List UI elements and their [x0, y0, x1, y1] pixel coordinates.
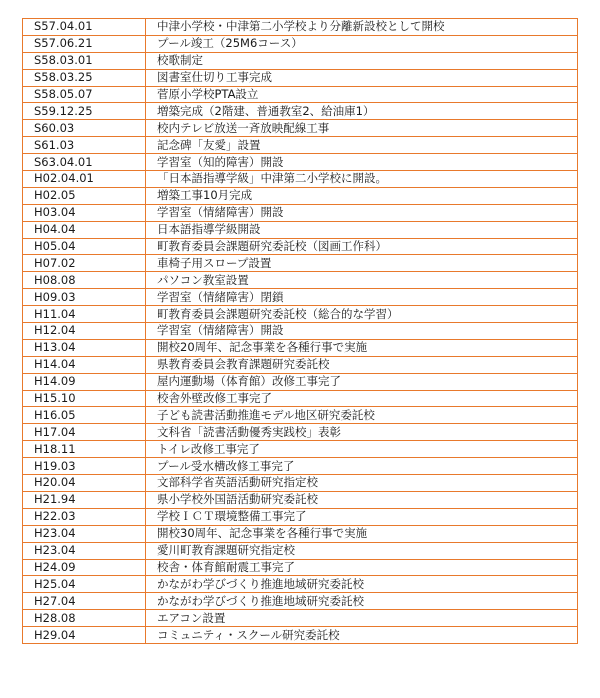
history-date: H07.02: [23, 255, 146, 272]
history-event: 文科省「読書活動優秀実践校」表彰: [146, 424, 578, 441]
history-date: H08.08: [23, 272, 146, 289]
history-event: 愛川町教育課題研究指定校: [146, 542, 578, 559]
history-event: かながわ学びづくり推進地域研究委託校: [146, 576, 578, 593]
history-event: トイレ改修工事完了: [146, 441, 578, 458]
history-date: H19.03: [23, 458, 146, 475]
table-row: [23, 542, 578, 559]
table-row: [23, 491, 578, 508]
history-date: H21.94: [23, 491, 146, 508]
history-event: 校舎・体育館耐震工事完了: [146, 559, 578, 576]
history-event: 文部科学省英語活動研究指定校: [146, 475, 578, 492]
history-event: 増築工事10月完成: [146, 187, 578, 204]
school-history-table: [22, 18, 578, 644]
table-row: [23, 323, 578, 340]
history-date: H20.04: [23, 475, 146, 492]
history-date: H22.03: [23, 508, 146, 525]
history-event: 菅原小学校PTA設立: [146, 86, 578, 103]
history-event: 開校30周年、記念事業を各種行事で実施: [146, 525, 578, 542]
history-date: H23.04: [23, 542, 146, 559]
table-row: [23, 576, 578, 593]
table-row: [23, 255, 578, 272]
table-row: [23, 525, 578, 542]
table-row: [23, 86, 578, 103]
history-date: H29.04: [23, 627, 146, 644]
history-event: 校舎外壁改修工事完了: [146, 390, 578, 407]
history-table-body: [23, 19, 578, 644]
history-event: 学校ＩＣＴ環境整備工事完了: [146, 508, 578, 525]
history-event: かながわ学びづくり推進地域研究委託校: [146, 593, 578, 610]
history-date: H24.09: [23, 559, 146, 576]
table-row: [23, 559, 578, 576]
history-event: 増築完成（2階建、普通教室2、給油庫1）: [146, 103, 578, 120]
history-event: 学習室（情緒障害）開設: [146, 323, 578, 340]
table-row: [23, 52, 578, 69]
history-date: S57.06.21: [23, 35, 146, 52]
history-date: H23.04: [23, 525, 146, 542]
history-date: S63.04.01: [23, 154, 146, 171]
history-date: S58.05.07: [23, 86, 146, 103]
history-date: H02.05: [23, 187, 146, 204]
table-row: [23, 221, 578, 238]
history-event: 校歌制定: [146, 52, 578, 69]
table-row: [23, 137, 578, 154]
history-date: H13.04: [23, 339, 146, 356]
table-row: [23, 171, 578, 188]
table-row: [23, 69, 578, 86]
history-date: H14.09: [23, 373, 146, 390]
history-event: 開校20周年、記念事業を各種行事で実施: [146, 339, 578, 356]
history-date: H12.04: [23, 323, 146, 340]
history-date: H14.04: [23, 356, 146, 373]
table-row: [23, 154, 578, 171]
history-event: 校内テレビ放送一斉放映配線工事: [146, 120, 578, 137]
history-event: 町教育委員会課題研究委託校（図画工作科）: [146, 238, 578, 255]
history-date: H28.08: [23, 610, 146, 627]
history-date: H18.11: [23, 441, 146, 458]
history-date: H02.04.01: [23, 171, 146, 188]
history-event: エアコン設置: [146, 610, 578, 627]
history-event: 学習室（情緒障害）開設: [146, 204, 578, 221]
history-date: S61.03: [23, 137, 146, 154]
table-row: [23, 424, 578, 441]
table-row: [23, 339, 578, 356]
history-event: 屋内運動場（体育館）改修工事完了: [146, 373, 578, 390]
history-date: H05.04: [23, 238, 146, 255]
history-event: 町教育委員会課題研究委託校（総合的な学習）: [146, 306, 578, 323]
history-event: コミュニティ・スクール研究委託校: [146, 627, 578, 644]
history-event: 記念碑「友愛」設置: [146, 137, 578, 154]
history-date: H25.04: [23, 576, 146, 593]
table-row: [23, 593, 578, 610]
history-date: H09.03: [23, 289, 146, 306]
history-date: H11.04: [23, 306, 146, 323]
table-row: [23, 441, 578, 458]
history-event: 車椅子用スロープ設置: [146, 255, 578, 272]
history-date: H15.10: [23, 390, 146, 407]
history-event: プール竣工（25M6コース）: [146, 35, 578, 52]
history-date: H17.04: [23, 424, 146, 441]
table-row: [23, 475, 578, 492]
history-event: 子ども読書活動推進モデル地区研究委託校: [146, 407, 578, 424]
table-row: [23, 627, 578, 644]
table-row: [23, 373, 578, 390]
history-event: パソコン教室設置: [146, 272, 578, 289]
history-date: H04.04: [23, 221, 146, 238]
history-event: 中津小学校・中津第二小学校より分離新設校として開校: [146, 19, 578, 36]
table-row: [23, 610, 578, 627]
table-row: [23, 19, 578, 36]
table-row: [23, 103, 578, 120]
history-date: H16.05: [23, 407, 146, 424]
history-event: 日本語指導学級開設: [146, 221, 578, 238]
history-date: S57.04.01: [23, 19, 146, 36]
history-event: 県教育委員会教育課題研究委託校: [146, 356, 578, 373]
table-row: [23, 120, 578, 137]
history-date: H27.04: [23, 593, 146, 610]
history-date: S58.03.25: [23, 69, 146, 86]
history-date: S59.12.25: [23, 103, 146, 120]
table-row: [23, 204, 578, 221]
table-row: [23, 272, 578, 289]
table-row: [23, 238, 578, 255]
history-event: プール受水槽改修工事完了: [146, 458, 578, 475]
history-event: 図書室仕切り工事完成: [146, 69, 578, 86]
table-row: [23, 356, 578, 373]
table-row: [23, 390, 578, 407]
table-row: [23, 458, 578, 475]
history-event: 学習室（知的障害）開設: [146, 154, 578, 171]
table-row: [23, 187, 578, 204]
table-row: [23, 289, 578, 306]
history-date: H03.04: [23, 204, 146, 221]
table-row: [23, 508, 578, 525]
table-row: [23, 35, 578, 52]
history-event: 県小学校外国語活動研究委託校: [146, 491, 578, 508]
table-row: [23, 306, 578, 323]
history-event: 学習室（情緒障害）閉鎖: [146, 289, 578, 306]
history-event: 「日本語指導学級」中津第二小学校に開設。: [146, 171, 578, 188]
table-row: [23, 407, 578, 424]
history-date: S58.03.01: [23, 52, 146, 69]
history-date: S60.03: [23, 120, 146, 137]
